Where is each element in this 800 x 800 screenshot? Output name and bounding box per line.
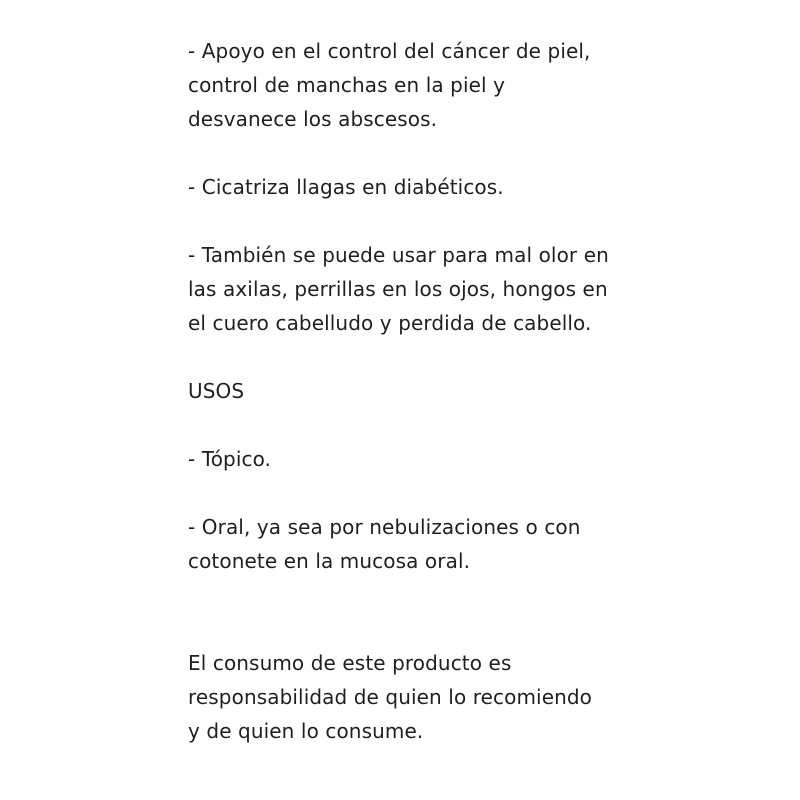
paragraph-spacer (188, 136, 788, 170)
paragraph-spacer (188, 204, 788, 238)
document-body (188, 34, 788, 748)
text-line: - Oral, ya sea por nebulizaciones o con (188, 515, 581, 539)
benefit-paragraph (188, 170, 788, 204)
text-line: desvanece los abscesos. (188, 107, 438, 131)
disclaimer-paragraph (188, 646, 788, 748)
text-line: - Cicatriza llagas en diabéticos. (188, 175, 504, 199)
text-line: cotonete en la mucosa oral. (188, 549, 471, 573)
benefit-paragraph (188, 34, 788, 136)
text-line: responsabilidad de quien lo recomiendo (188, 685, 593, 709)
uses-heading: USOS (188, 379, 245, 403)
paragraph-spacer (188, 340, 788, 374)
use-paragraph (188, 442, 788, 476)
text-line: - Apoyo en el control del cáncer de piel, (188, 39, 591, 63)
benefit-paragraph (188, 238, 788, 340)
text-line: el cuero cabelludo y perdida de cabello. (188, 311, 592, 335)
text-line: y de quien lo consume. (188, 719, 424, 743)
text-line: - Tópico. (188, 447, 272, 471)
section-heading (188, 374, 788, 408)
paragraph-spacer (188, 476, 788, 510)
text-line: El consumo de este producto es (188, 651, 512, 675)
text-line: - También se puede usar para mal olor en (188, 243, 609, 267)
text-line: control de manchas en la piel y (188, 73, 506, 97)
text-line: las axilas, perrillas en los ojos, hongos en (188, 277, 608, 301)
paragraph-spacer (188, 578, 788, 646)
use-paragraph (188, 510, 788, 578)
paragraph-spacer (188, 408, 788, 442)
